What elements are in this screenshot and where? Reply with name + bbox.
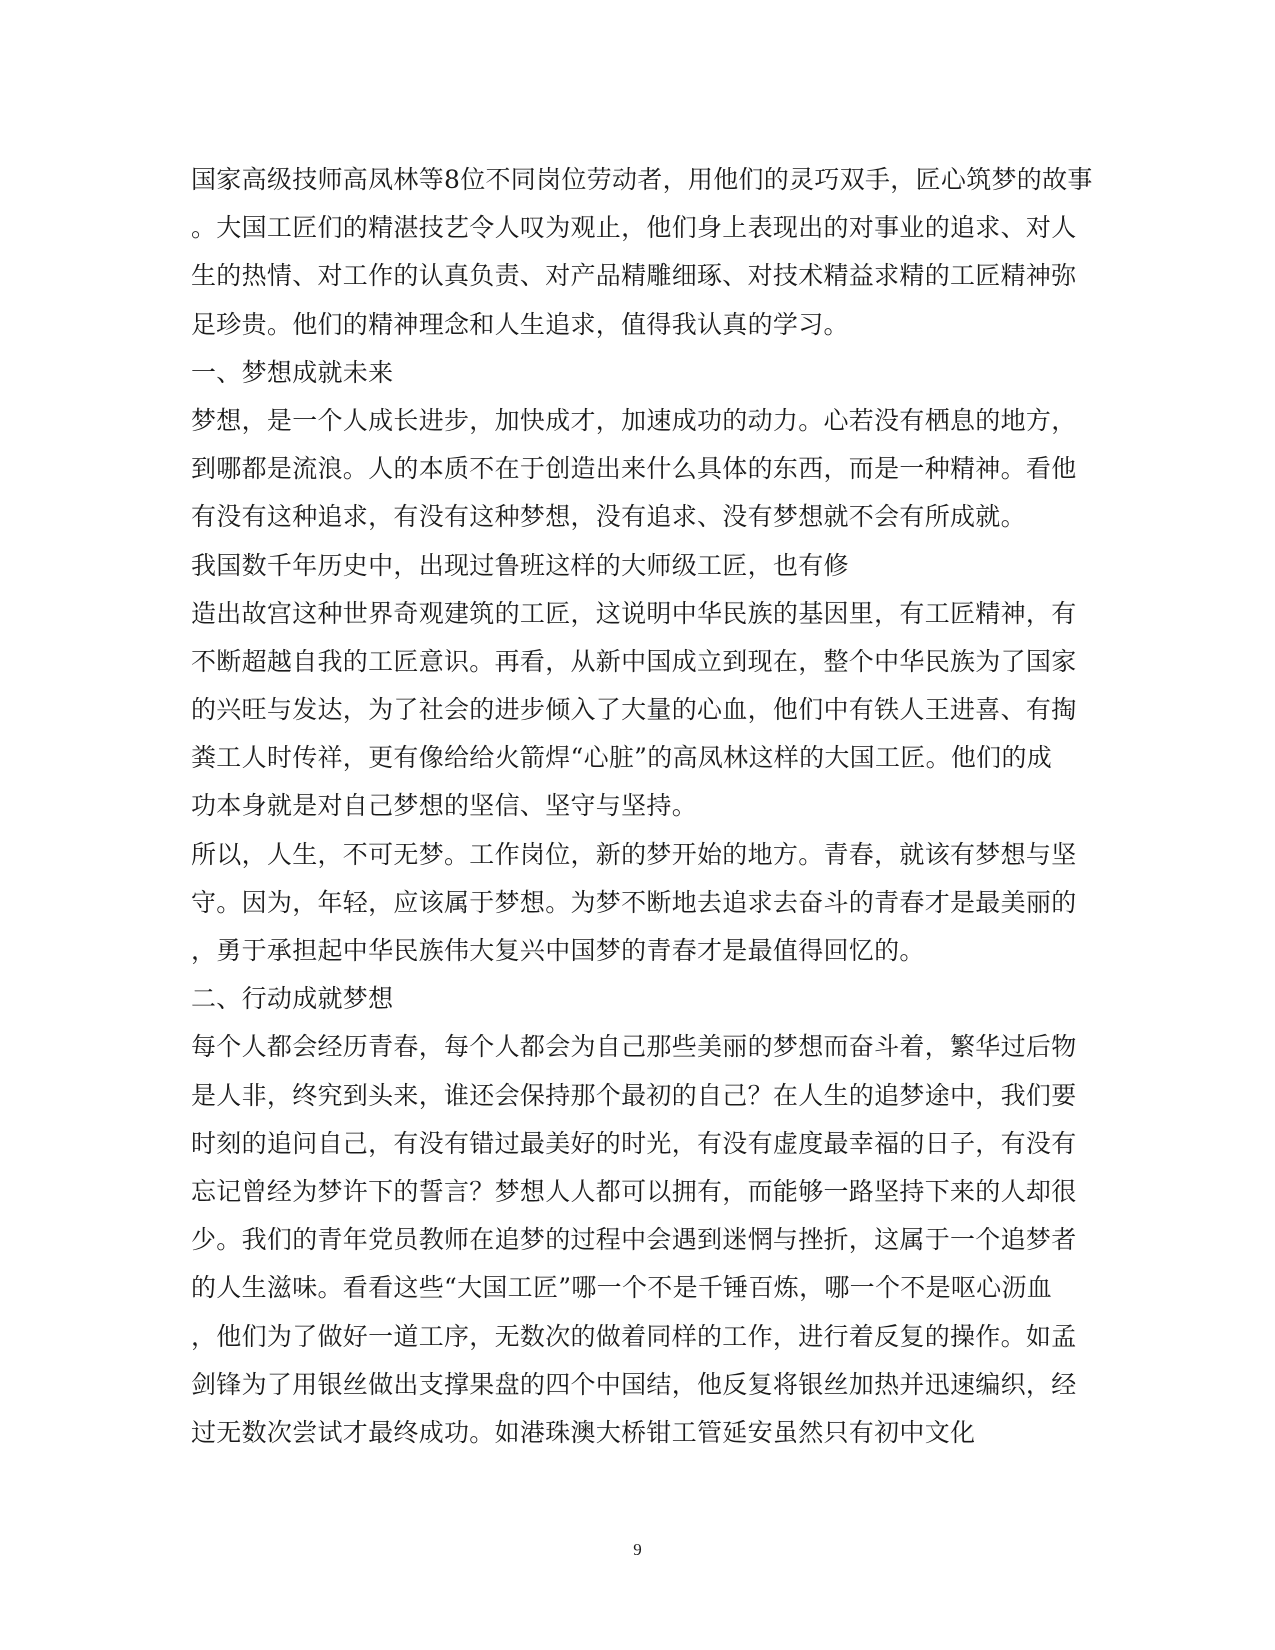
text-line: 生的热情、对工作的认真负责、对产品精雕细琢、对技术精益求精的工匠精神弥 (191, 261, 1077, 291)
text-line: 所以，人生，不可无梦。工作岗位，新的梦开始的地方。青春，就该有梦想与坚 (191, 839, 1077, 869)
text-line: 的兴旺与发达，为了社会的进步倾入了大量的心血，他们中有铁人王进喜、有掏 (191, 695, 1077, 725)
text-line: 守。因为，年轻，应该属于梦想。为梦不断地去追求去奋斗的青春才是最美丽的 (191, 887, 1077, 917)
text-line: 少。我们的青年党员教师在追梦的过程中会遇到迷惘与挫折，这属于一个追梦者 (191, 1225, 1077, 1255)
text-line: 时刻的追问自己，有没有错过最美好的时光，有没有虚度最幸福的日子，有没有 (191, 1128, 1077, 1158)
text-line: 每个人都会经历青春，每个人都会为自己那些美丽的梦想而奋斗着，繁华过后物 (191, 1032, 1077, 1062)
text-line: 。大国工匠们的精湛技艺令人叹为观止，他们身上表现出的对事业的追求、对人 (191, 213, 1077, 243)
text-line: 过无数次尝试才最终成功。如港珠澳大桥钳工管延安虽然只有初中文化 (191, 1417, 976, 1447)
page-number: 9 (633, 1540, 642, 1559)
text-line: 到哪都是流浪。人的本质不在于创造出来什么具体的东西，而是一种精神。看他 (191, 454, 1077, 484)
text-line: 梦想，是一个人成长进步，加快成才，加速成功的动力。心若没有栖息的地方， (191, 405, 1077, 435)
text-line: 粪工人时传祥，更有像给给火箭焊“心脏”的高凤林这样的大国工匠。他们的成 (191, 743, 1053, 773)
text-line: 有没有这种追求，有没有这种梦想，没有追求、没有梦想就不会有所成就。 (191, 502, 1026, 532)
text-line: 足珍贵。他们的精神理念和人生追求，值得我认真的学习。 (191, 309, 849, 339)
text-line: 不断超越自我的工匠意识。再看，从新中国成立到现在，整个中华民族为了国家 (191, 646, 1077, 676)
text-line: 的人生滋味。看看这些“大国工匠”哪一个不是千锤百炼，哪一个不是呕心沥血 (191, 1273, 1053, 1303)
text-line: ，他们为了做好一道工序，无数次的做着同样的工作，进行着反复的操作。如孟 (191, 1321, 1077, 1351)
section-heading: 一、梦想成就未来 (191, 357, 394, 387)
text-line: 功本身就是对自己梦想的坚信、坚守与坚持。 (191, 791, 698, 821)
text-line: ，勇于承担起中华民族伟大复兴中国梦的青春才是最值得回忆的。 (191, 936, 925, 965)
text-line: 我国数千年历史中，出现过鲁班这样的大师级工匠，也有修 (191, 550, 849, 580)
section-heading: 二、行动成就梦想 (191, 984, 394, 1014)
text-line: 忘记曾经为梦许下的誓言？梦想人人都可以拥有，而能够一路坚持下来的人却很 (191, 1176, 1077, 1206)
body-text (191, 156, 1093, 1457)
text-line: 造出故宫这种世界奇观建筑的工匠，这说明中华民族的基因里，有工匠精神，有 (191, 598, 1077, 628)
text-line: 剑锋为了用银丝做出支撑果盘的四个中国结，他反复将银丝加热并迅速编织，经 (191, 1369, 1077, 1399)
text-line: 国家高级技师高凤林等8位不同岗位劳动者，用他们的灵巧双手，匠心筑梦的故事 (191, 165, 1093, 194)
text-line: 是人非，终究到头来，谁还会保持那个最初的自己？在人生的追梦途中，我们要 (191, 1080, 1077, 1110)
